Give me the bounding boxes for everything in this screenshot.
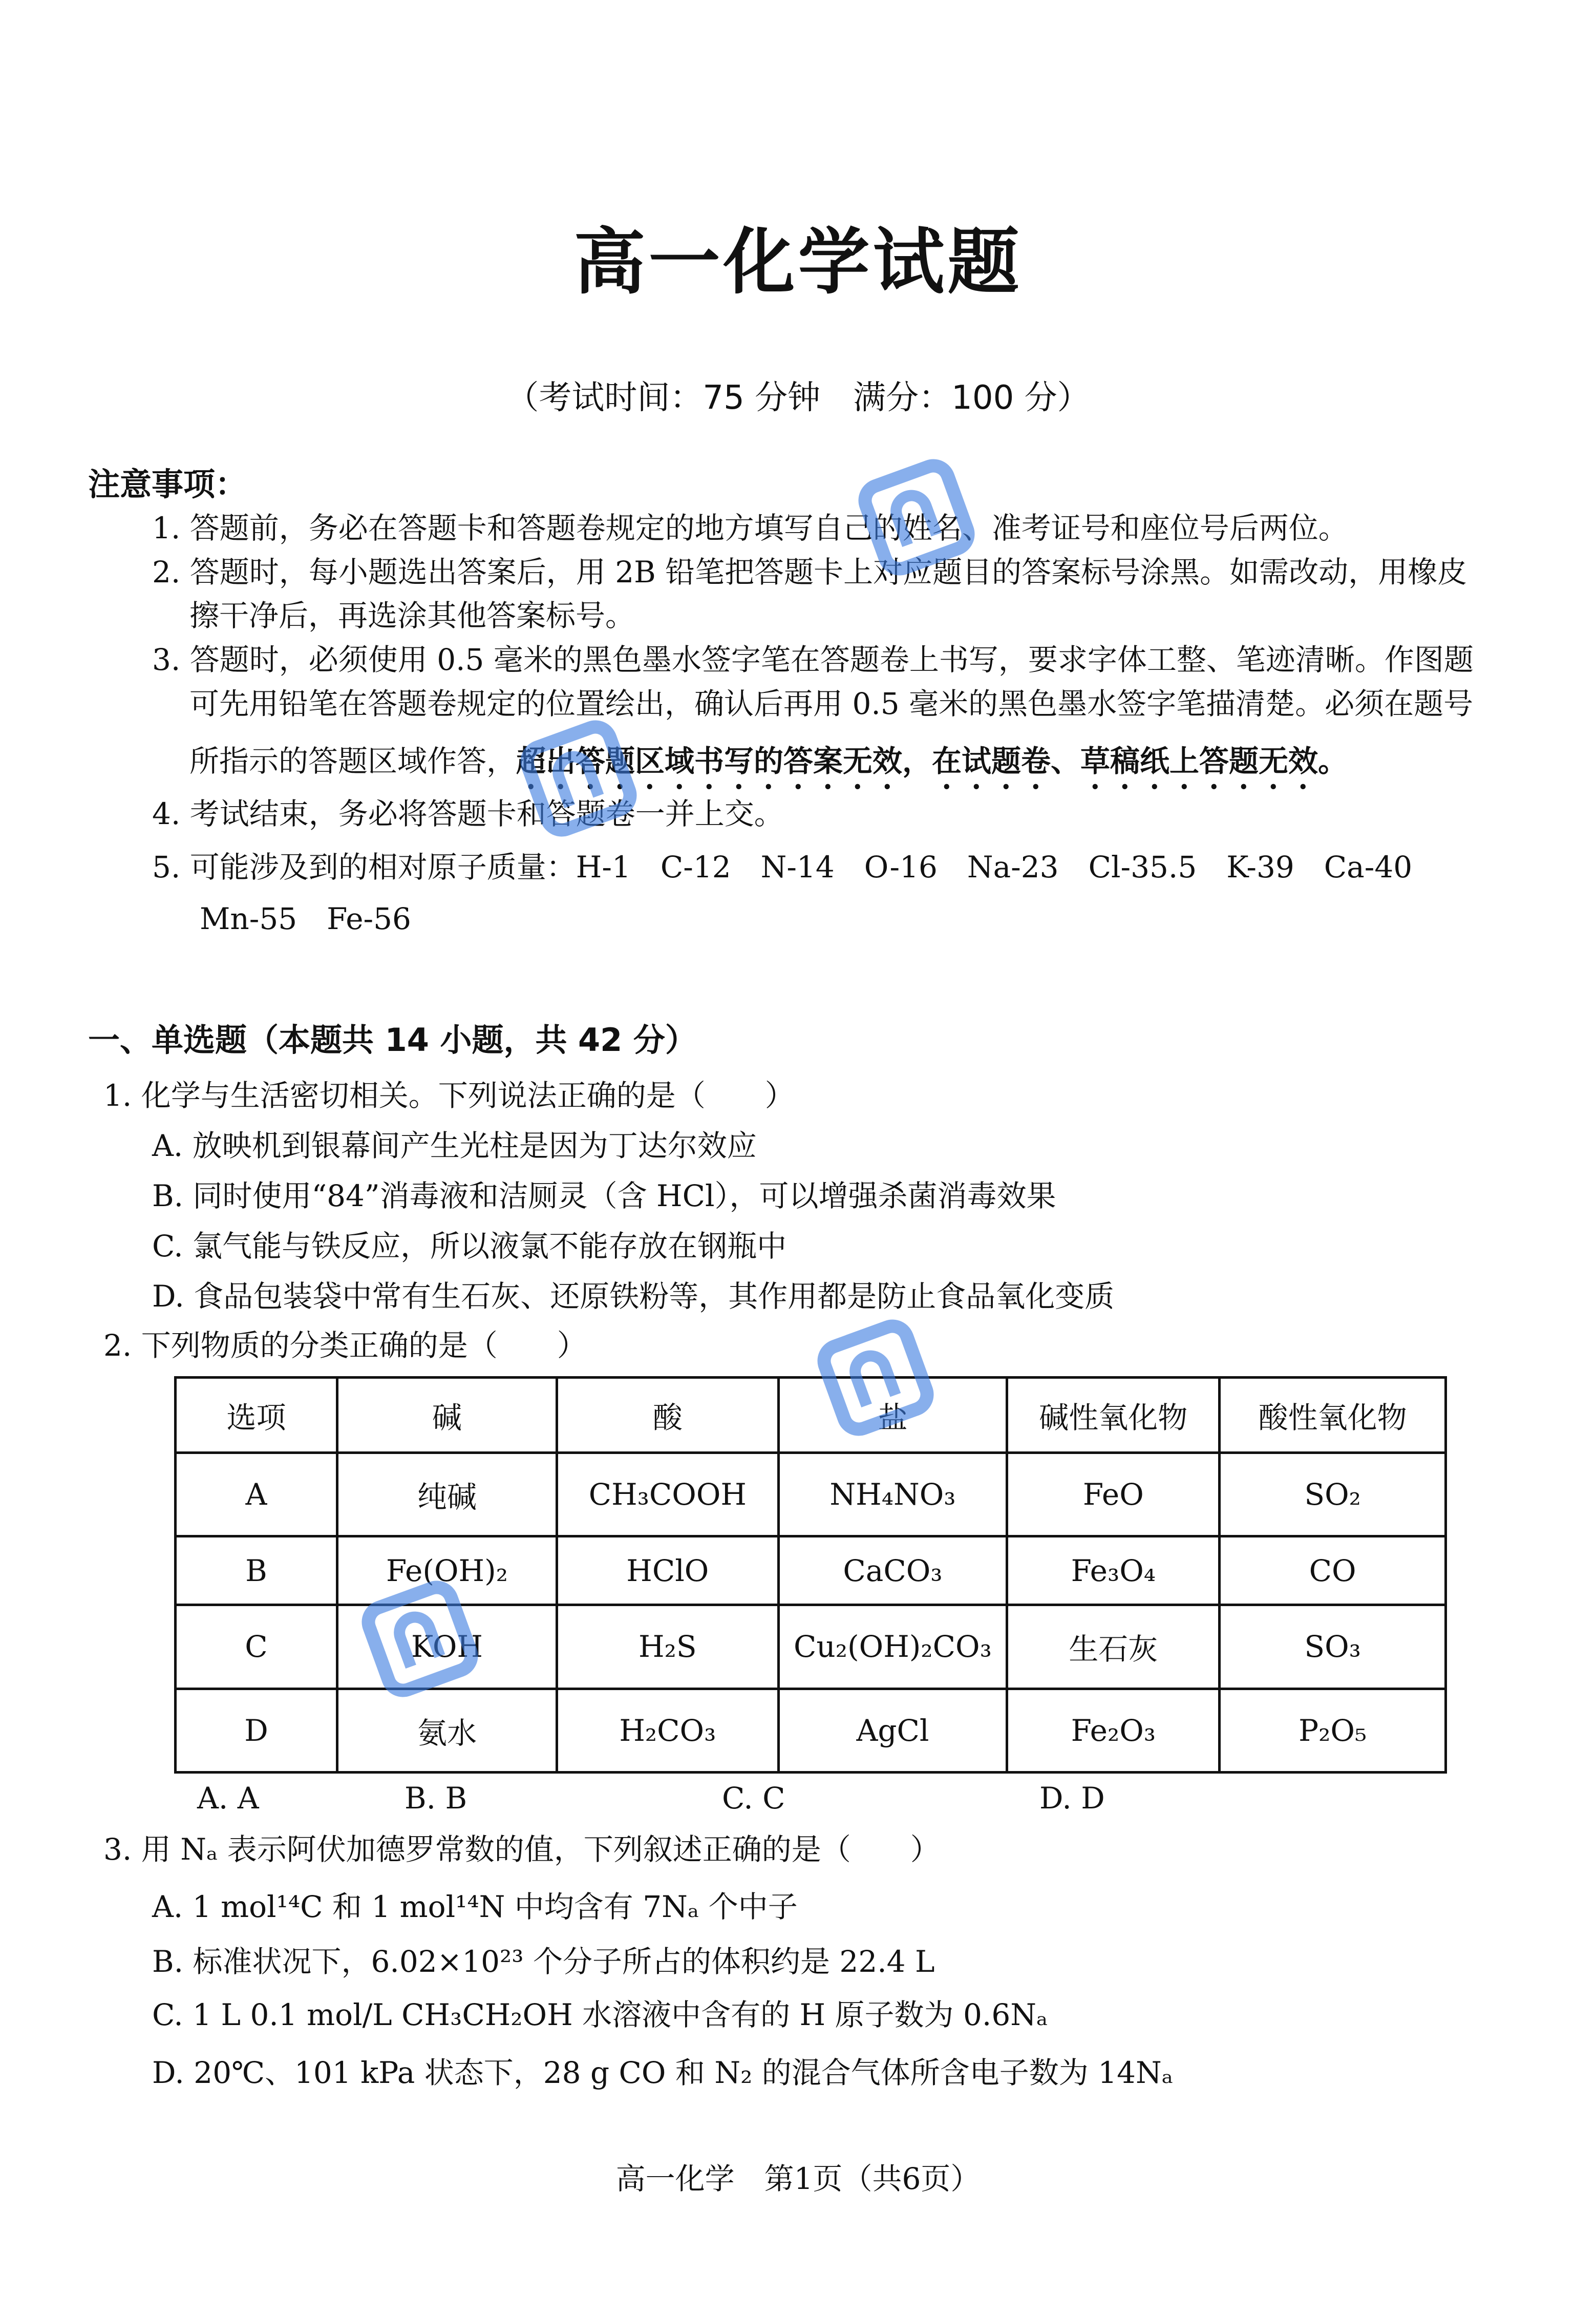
table-header-row [176, 1378, 1446, 1453]
table-header: 盐 [778, 1378, 1007, 1453]
notice-item-3-emphasis: 超出答题区域书写的答案无效，在试题卷、草稿纸上答题无效。 [516, 744, 1348, 778]
table-cell: C [176, 1605, 337, 1689]
question-3-stem: 3. 用 Nₐ 表示阿伏加德罗常数的值，下列叙述正确的是（ ） [103, 1832, 940, 1867]
table-cell: CaCO₃ [778, 1536, 1007, 1605]
page-footer: 高一化学 第1页（共6页） [615, 2161, 981, 2196]
table-cell: NH₄NO₃ [778, 1453, 1007, 1536]
table-header: 碱性氧化物 [1007, 1378, 1220, 1453]
question-1-option-b[interactable]: B. 同时使用“84”消毒液和洁厕灵（含 HCl），可以增强杀菌消毒效果 [152, 1178, 1056, 1213]
question-1-stem: 1. 化学与生活密切相关。下列说法正确的是（ ） [103, 1078, 795, 1113]
question-1-option-c[interactable]: C. 氯气能与铁反应，所以液氯不能存放在钢瓶中 [152, 1229, 787, 1263]
table-cell: AgCl [778, 1689, 1007, 1772]
exam-info: （考试时间：75 分钟 满分：100 分） [506, 379, 1090, 417]
notice-item-2: 2. 答题时，每小题选出答案后，用 2B 铅笔把答题卡上对应题目的答案标号涂黑。如需改动，用橡皮 [152, 555, 1467, 589]
notice-item-5-cont: Mn-55 Fe-56 [200, 901, 411, 936]
table-cell: 生石灰 [1007, 1605, 1220, 1689]
question-3-option-b[interactable]: B. 标准状况下，6.02×10²³ 个分子所占的体积约是 22.4 L [152, 1944, 935, 1979]
question-1-option-d[interactable]: D. 食品包装袋中常有生石灰、还原铁粉等，其作用都是防止食品氧化变质 [152, 1279, 1115, 1314]
notice-item-3: 3. 答题时，必须使用 0.5 毫米的黑色墨水签字笔在答题卷上书写，要求字体工整、笔迹清晰。作图题 [152, 642, 1474, 677]
question-1-option-a[interactable]: A. 放映机到银幕间产生光柱是因为丁达尔效应 [152, 1128, 757, 1163]
question-2-stem: 2. 下列物质的分类正确的是（ ） [103, 1328, 587, 1363]
notice-heading: 注意事项： [88, 466, 247, 503]
table-header: 酸 [557, 1378, 778, 1453]
question-2-option-a[interactable]: A. A [197, 1781, 259, 1816]
notice-item-3-text: 所指示的答题区域作答， [189, 744, 517, 778]
question-2-option-d[interactable]: D. D [1039, 1781, 1105, 1816]
table-cell: CO [1220, 1536, 1446, 1605]
table-cell: CH₃COOH [557, 1453, 778, 1536]
notice-item-4: 4. 考试结束，务必将答题卡和答题卷一并上交。 [152, 796, 784, 831]
section-heading: 一、单选题（本题共 14 小题，共 42 分） [88, 1021, 697, 1059]
table-header: 酸性氧化物 [1220, 1378, 1446, 1453]
page-title: 高一化学试题 [573, 220, 1023, 304]
table-cell: B [176, 1536, 337, 1605]
table-cell: H₂S [557, 1605, 778, 1689]
notice-item-3-cont2 [189, 744, 1348, 796]
table-cell: P₂O₅ [1220, 1689, 1446, 1772]
table-cell: Fe(OH)₂ [337, 1536, 557, 1605]
table-cell: H₂CO₃ [557, 1689, 778, 1772]
table-cell: D [176, 1689, 337, 1772]
question-3-option-a[interactable]: A. 1 mol¹⁴C 和 1 mol¹⁴N 中均含有 7Nₐ 个中子 [152, 1889, 798, 1924]
question-3-option-c[interactable]: C. 1 L 0.1 mol/L CH₃CH₂OH 水溶液中含有的 H 原子数为 0.6Nₐ [152, 1997, 1048, 2032]
table-cell: Fe₃O₄ [1007, 1536, 1220, 1605]
table-cell: SO₂ [1220, 1453, 1446, 1536]
table-row [176, 1453, 1446, 1536]
table-row [176, 1536, 1446, 1605]
notice-item-5: 5. 可能涉及到的相对原子质量：H-1 C-12 N-14 O-16 Na-23 Cl-35.5 K-39 Ca-40 [152, 850, 1413, 884]
classification-table [174, 1376, 1447, 1774]
question-2-option-b[interactable]: B. B [405, 1781, 467, 1816]
table-header: 碱 [337, 1378, 557, 1453]
table-cell: A [176, 1453, 337, 1536]
table-cell: 氨水 [337, 1689, 557, 1772]
table-row [176, 1605, 1446, 1689]
table-cell: 纯碱 [337, 1453, 557, 1536]
notice-item-1: 1. 答题前，务必在答题卡和答题卷规定的地方填写自己的姓名、准考证号和座位号后两位。 [152, 511, 1348, 545]
table-cell: FeO [1007, 1453, 1220, 1536]
table-cell: Cu₂(OH)₂CO₃ [778, 1605, 1007, 1689]
question-2-option-c[interactable]: C. C [722, 1781, 785, 1816]
table-header: 选项 [176, 1378, 337, 1453]
table-row [176, 1689, 1446, 1772]
notice-item-2-cont: 擦干净后，再选涂其他答案标号。 [189, 598, 635, 633]
table-cell: KOH [337, 1605, 557, 1689]
table-cell: HClO [557, 1536, 778, 1605]
question-3-option-d[interactable]: D. 20℃、101 kPa 状态下，28 g CO 和 N₂ 的混合气体所含电子数为 14Nₐ [152, 2055, 1174, 2090]
table-cell: SO₃ [1220, 1605, 1446, 1689]
table-cell: Fe₂O₃ [1007, 1689, 1220, 1772]
notice-item-3-cont: 可先用铅笔在答题卷规定的位置绘出，确认后再用 0.5 毫米的黑色墨水签字笔描清楚。必须在题号 [189, 686, 1474, 721]
